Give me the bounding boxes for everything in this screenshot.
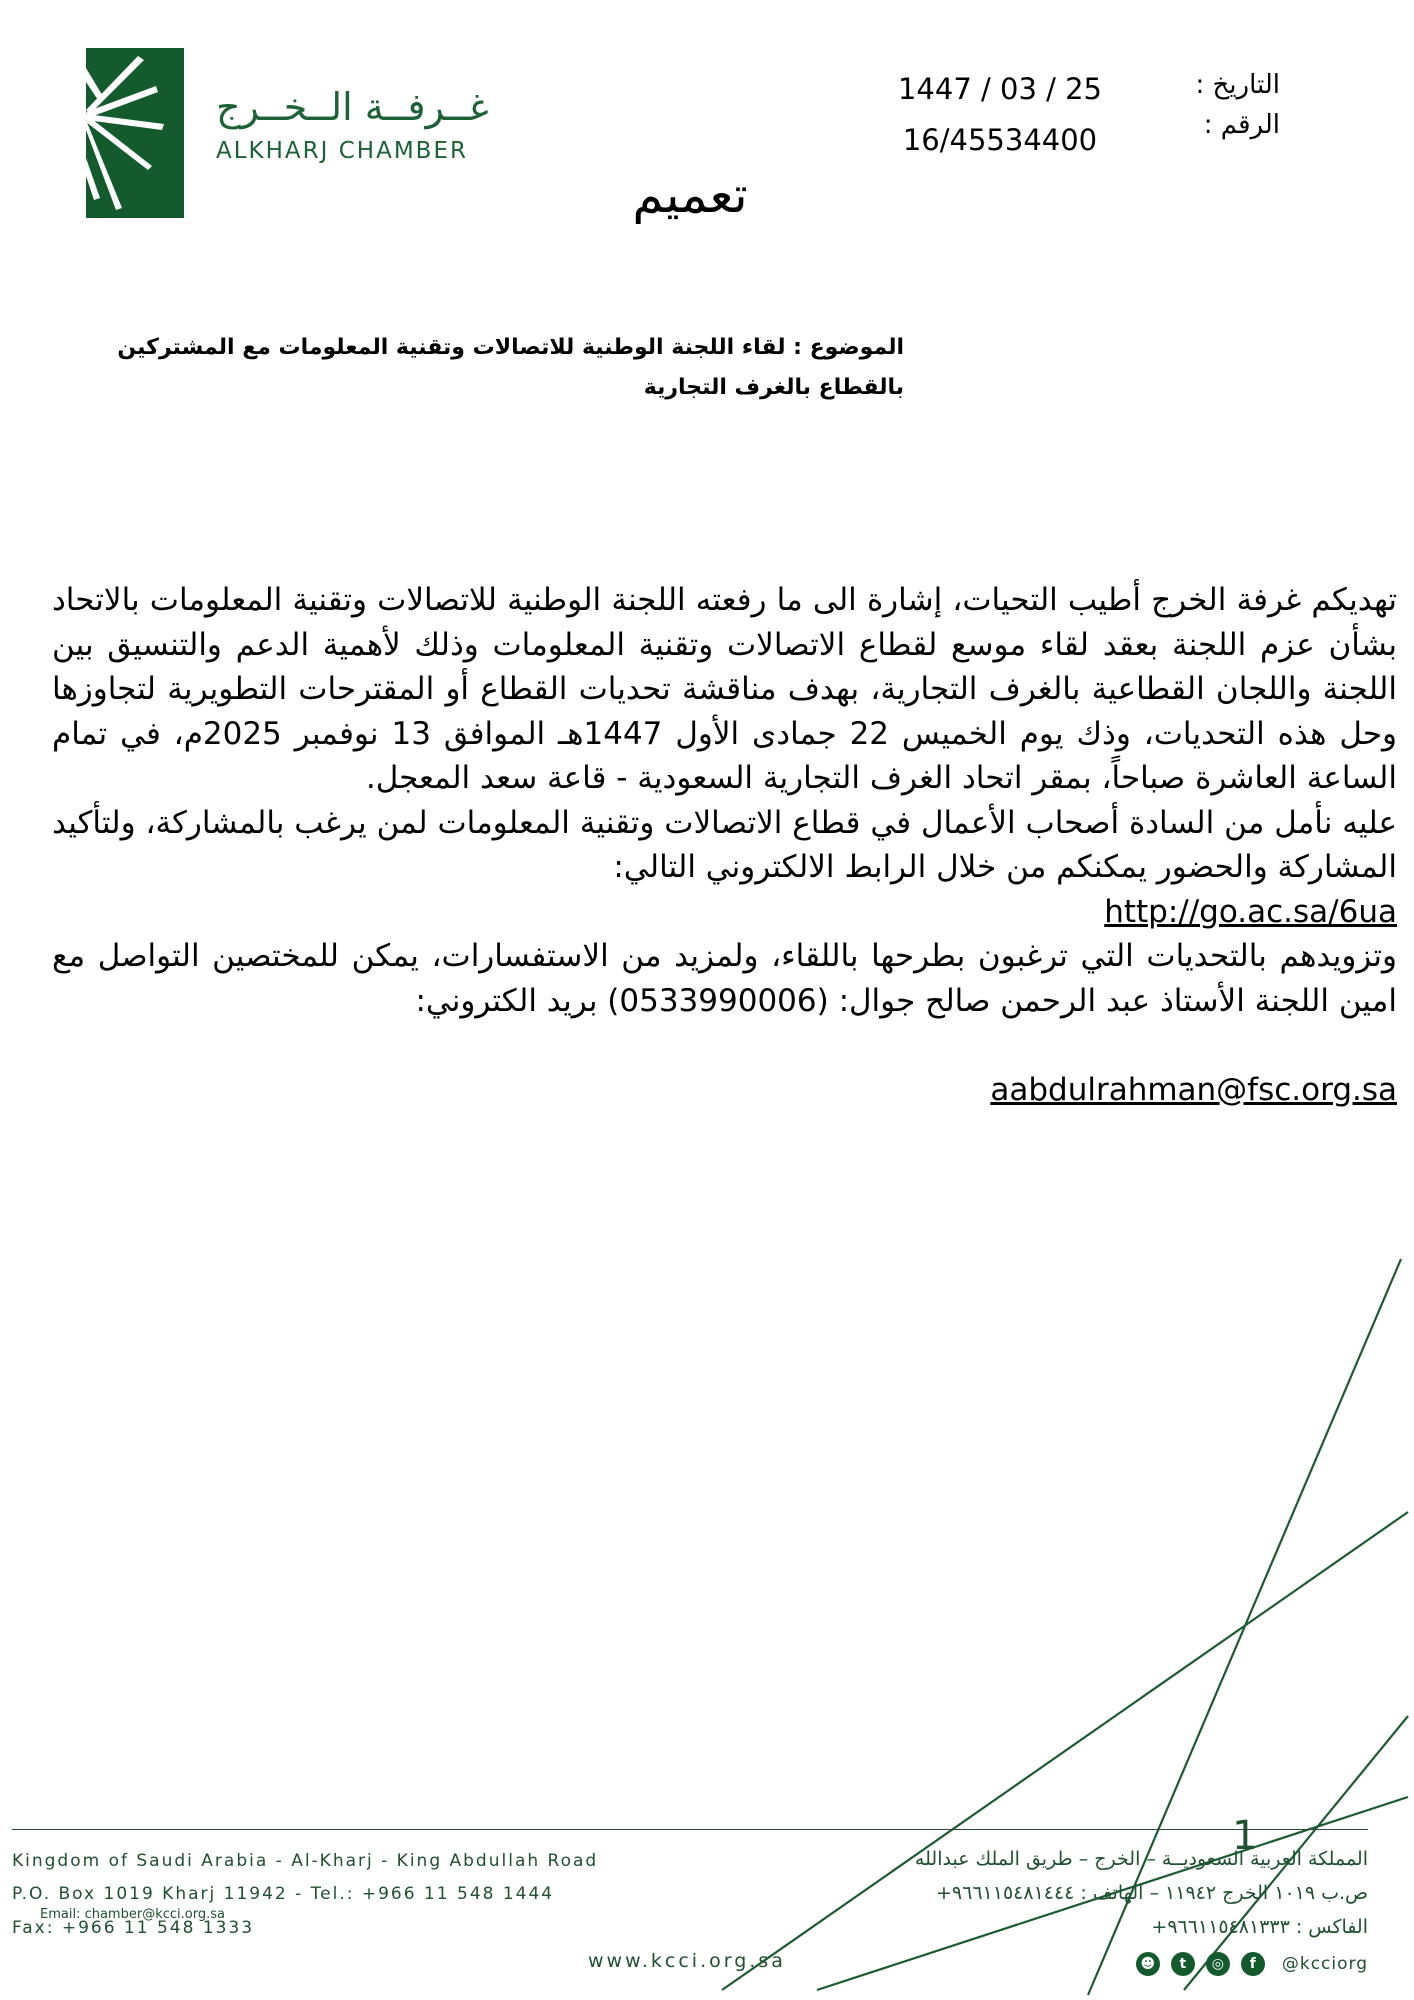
number-label: الرقم : [1203, 110, 1280, 140]
facebook-icon[interactable]: f [1241, 1952, 1265, 1976]
date-label: التاريخ : [1195, 70, 1280, 100]
twitter-icon[interactable]: t [1171, 1952, 1195, 1976]
logo-name-english: ALKHARJ CHAMBER [216, 138, 468, 164]
page-number: 1 [1232, 1813, 1258, 1859]
footer-divider [12, 1829, 1368, 1830]
paragraph-contact: وتزويدهم بالتحديات التي ترغبون بطرحها باللقاء، ولمزيد من الاستفسارات، يمكن للمختصين التواصل مع امين اللجنة الأستاذ عبد الرحمن صالح جوال: (0533990006) بريد الكتروني: [52, 938, 1397, 1019]
website-link[interactable]: www.kcci.org.sa [588, 1950, 786, 1972]
instagram-icon[interactable]: ◎ [1206, 1952, 1230, 1976]
letter-body [52, 578, 1397, 1112]
spacer [52, 1023, 1397, 1068]
date-value: 1447 / 03 / 25 [897, 72, 1103, 106]
subject-line-1: الموضوع : لقاء اللجنة الوطنية للاتصالات وتقنية المعلومات مع المشتركين [117, 335, 904, 360]
social-handle: @kcciorg [1281, 1954, 1368, 1974]
footer-pobox-en: P.O. Box 1019 Kharj 11942 - Tel.: +966 11 548 1444 [12, 1884, 555, 1904]
footer-pobox-ar: ص.ب ١٠١٩ الخرج ١١٩٤٢ – الهاتف : ٩٦٦١١٥٤٨١٤٤٤+ [936, 1882, 1368, 1904]
footer-address-en: Kingdom of Saudi Arabia - Al-Kharj - King Abdullah Road [12, 1851, 599, 1871]
logo-name-arabic: غــرفــة الــخــرج [216, 85, 489, 129]
footer-fax-en: Fax: +966 11 548 1333 [12, 1918, 255, 1938]
footer-address-ar: المملكة العربية السعوديــة – الخرج – طريق الملك عبدالله [914, 1848, 1368, 1870]
paragraph-announcement: تهديكم غرفة الخرج أطيب التحيات، إشارة الى ما رفعته اللجنة الوطنية للاتصالات وتقنية المعلومات بالاتحاد بشأن عزم اللجنة بعقد لقاء موسع لقطاع الاتصالات وتقنية المعلومات وذلك لأهمية الدعم والتنسيق بين اللجنة واللجان القطاعية بالغرف التجارية، بهدف مناقشة تحديات القطاع أو المقترحات التطويرية لتجاوزها وحل هذه التحديات، وذك يوم الخميس 22 جمادى الأول 1447هـ الموافق 13 نوفمبر 2025م، في تمام الساعة العاشرة صباحاً، بمقر اتحاد الغرف التجارية السعودية - قاعة سعد المعجل. [52, 582, 1397, 796]
document-title: تعميم [632, 166, 748, 224]
palm-frond-icon [86, 48, 184, 218]
subject [4, 328, 904, 408]
paragraph-invitation: عليه نأمل من السادة أصحاب الأعمال في قطاع الاتصالات وتقنية المعلومات لمن يرغب بالمشاركة، ولتأكيد المشاركة والحضور يمكنكم من خلال الرابط الالكتروني التالي: [52, 804, 1397, 885]
subject-line-2: بالقطاع بالغرف التجارية [643, 375, 904, 400]
contact-email-link[interactable]: aabdulrahman@fsc.org.sa [990, 1071, 1397, 1108]
reference-number: 16/45534400 [902, 123, 1098, 157]
snapchat-icon[interactable]: ☻ [1136, 1952, 1160, 1976]
registration-link[interactable]: http://go.ac.sa/6ua [1104, 893, 1397, 930]
footer-email-en: Email: chamber@kcci.org.sa [40, 1907, 225, 1922]
footer-fax-ar: الفاكس : ٩٦٦١١٥٤٨١٣٣٣+ [1151, 1916, 1368, 1938]
social-links [1136, 1952, 1368, 1976]
logo-mark [86, 48, 184, 218]
